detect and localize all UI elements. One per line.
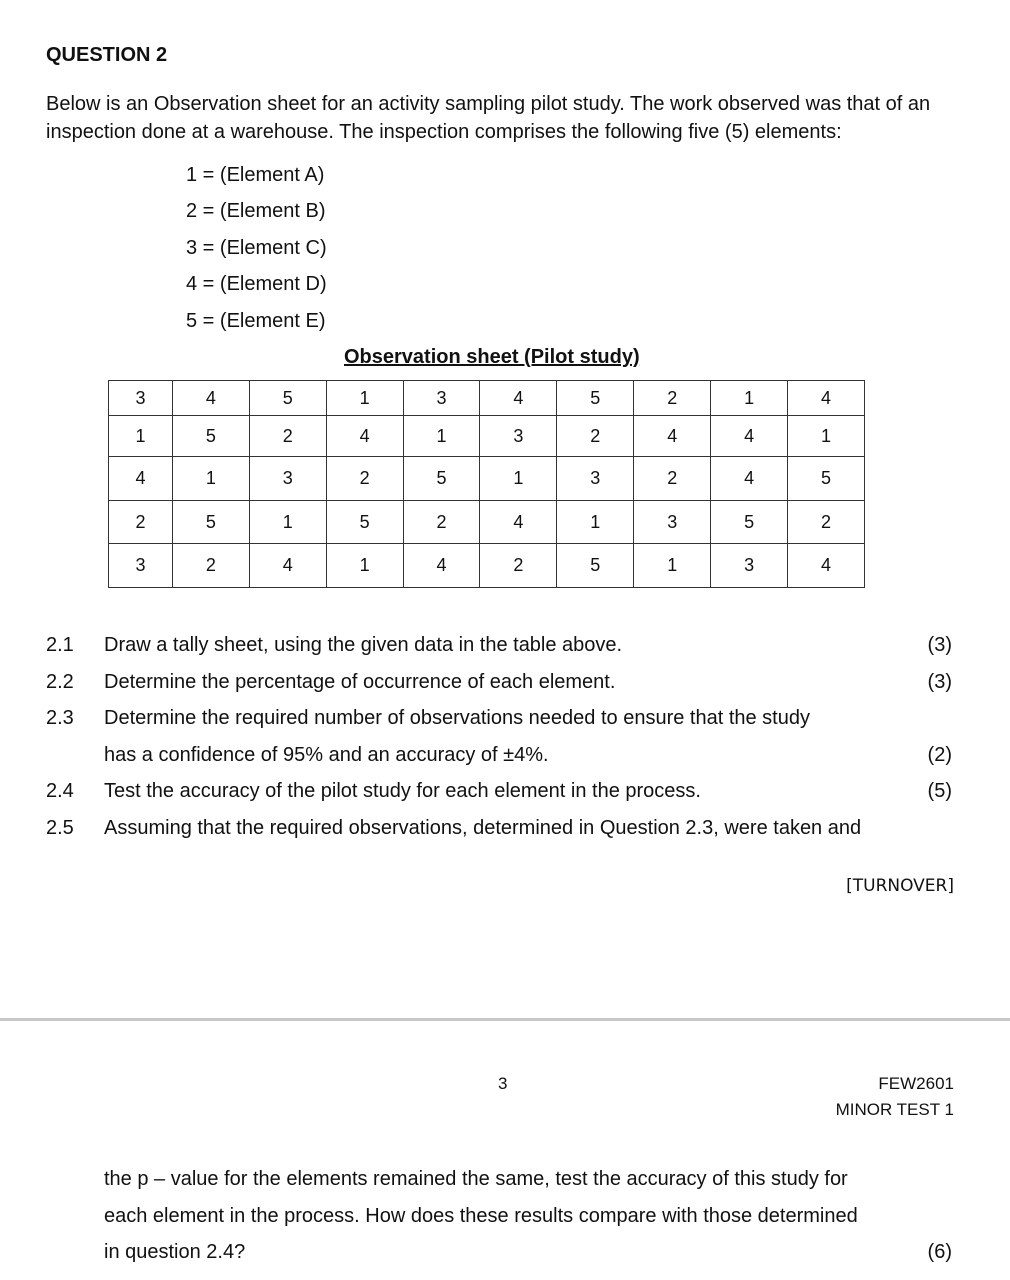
table-cell: 4 [480, 381, 557, 416]
question-marks: (3) [927, 671, 952, 693]
table-cell: 4 [403, 544, 480, 588]
table-cell: 1 [634, 544, 711, 588]
turnover-note: [TURNOVER] [846, 876, 954, 896]
table-cell: 5 [326, 501, 403, 544]
question-marks: (6) [927, 1241, 952, 1263]
table-caption: Observation sheet (Pilot study) [344, 346, 640, 368]
table-cell: 3 [109, 544, 173, 588]
element-item: 3 = (Element C) [186, 237, 327, 259]
question-number: 2.2 [46, 671, 74, 693]
question-marks: (2) [927, 744, 952, 766]
table-cell: 2 [634, 457, 711, 501]
table-cell: 5 [172, 416, 249, 457]
table-cell: 2 [249, 416, 326, 457]
table-cell: 5 [172, 501, 249, 544]
table-cell: 5 [711, 501, 788, 544]
table-cell: 2 [172, 544, 249, 588]
table-cell: 4 [249, 544, 326, 588]
table-cell: 3 [403, 381, 480, 416]
table-cell: 5 [788, 457, 865, 501]
table-cell: 4 [634, 416, 711, 457]
table-cell: 3 [480, 416, 557, 457]
intro-paragraph: Below is an Observation sheet for an activity sampling pilot study. The work observed was that of an inspection done at a warehouse. The inspection comprises the following five (5) elements: [46, 93, 931, 143]
question-text: Determine the required number of observations needed to ensure that the study [104, 707, 810, 729]
table-cell: 2 [634, 381, 711, 416]
table-cell: 1 [109, 416, 173, 457]
question-marks: (5) [927, 780, 952, 802]
table-cell: 4 [788, 544, 865, 588]
table-row [109, 544, 865, 588]
table-cell: 2 [788, 501, 865, 544]
table-cell: 2 [326, 457, 403, 501]
question-marks: (3) [927, 634, 952, 656]
table-cell: 4 [788, 381, 865, 416]
table-cell: 1 [557, 501, 634, 544]
table-cell: 2 [403, 501, 480, 544]
table-cell: 2 [480, 544, 557, 588]
table-cell: 1 [480, 457, 557, 501]
table-cell: 4 [711, 457, 788, 501]
table-cell: 1 [403, 416, 480, 457]
test-name: MINOR TEST 1 [835, 1100, 954, 1119]
question-text: Draw a tally sheet, using the given data in the table above. [104, 634, 623, 656]
table-cell: 3 [249, 457, 326, 501]
table-cell: 1 [172, 457, 249, 501]
table-cell: 3 [109, 381, 173, 416]
table-cell: 1 [326, 381, 403, 416]
question-number: 2.1 [46, 634, 74, 656]
table-cell: 4 [480, 501, 557, 544]
question-number: 2.5 [46, 817, 74, 839]
element-item: 2 = (Element B) [186, 200, 326, 222]
table-cell: 5 [403, 457, 480, 501]
table-cell: 5 [557, 544, 634, 588]
table-cell: 1 [711, 381, 788, 416]
table-cell: 1 [249, 501, 326, 544]
element-item: 1 = (Element A) [186, 164, 325, 186]
question-number: 2.4 [46, 780, 74, 802]
table-cell: 2 [109, 501, 173, 544]
page-divider [0, 1018, 1010, 1021]
question-heading: QUESTION 2 [46, 44, 168, 66]
continuation-text: in question 2.4? [104, 1241, 246, 1263]
table-cell: 5 [249, 381, 326, 416]
element-item: 5 = (Element E) [186, 310, 326, 332]
table-cell: 3 [557, 457, 634, 501]
table-row [109, 457, 865, 501]
table-cell: 3 [634, 501, 711, 544]
course-code: FEW2601 [878, 1074, 954, 1093]
continuation-text: the p – value for the elements remained the same, test the accuracy of this study for [104, 1168, 848, 1190]
table-cell: 4 [109, 457, 173, 501]
table-cell: 3 [711, 544, 788, 588]
table-cell: 4 [711, 416, 788, 457]
table-cell: 5 [557, 381, 634, 416]
table-row [109, 501, 865, 544]
table-row [109, 416, 865, 457]
table-cell: 1 [788, 416, 865, 457]
question-text: Determine the percentage of occurrence of each element. [104, 671, 616, 693]
question-text: Assuming that the required observations, determined in Question 2.3, were taken and [104, 817, 862, 839]
question-text: has a confidence of 95% and an accuracy of ±4%. [104, 744, 549, 766]
table-cell: 4 [326, 416, 403, 457]
continuation-text: each element in the process. How does these results compare with those determined [104, 1205, 858, 1227]
question-number: 2.3 [46, 707, 74, 729]
element-item: 4 = (Element D) [186, 273, 327, 295]
table-cell: 1 [326, 544, 403, 588]
observation-table [108, 380, 865, 588]
table-cell: 2 [557, 416, 634, 457]
question-text: Test the accuracy of the pilot study for each element in the process. [104, 780, 701, 802]
page-number: 3 [498, 1074, 508, 1093]
table-cell: 4 [172, 381, 249, 416]
table-row [109, 381, 865, 416]
